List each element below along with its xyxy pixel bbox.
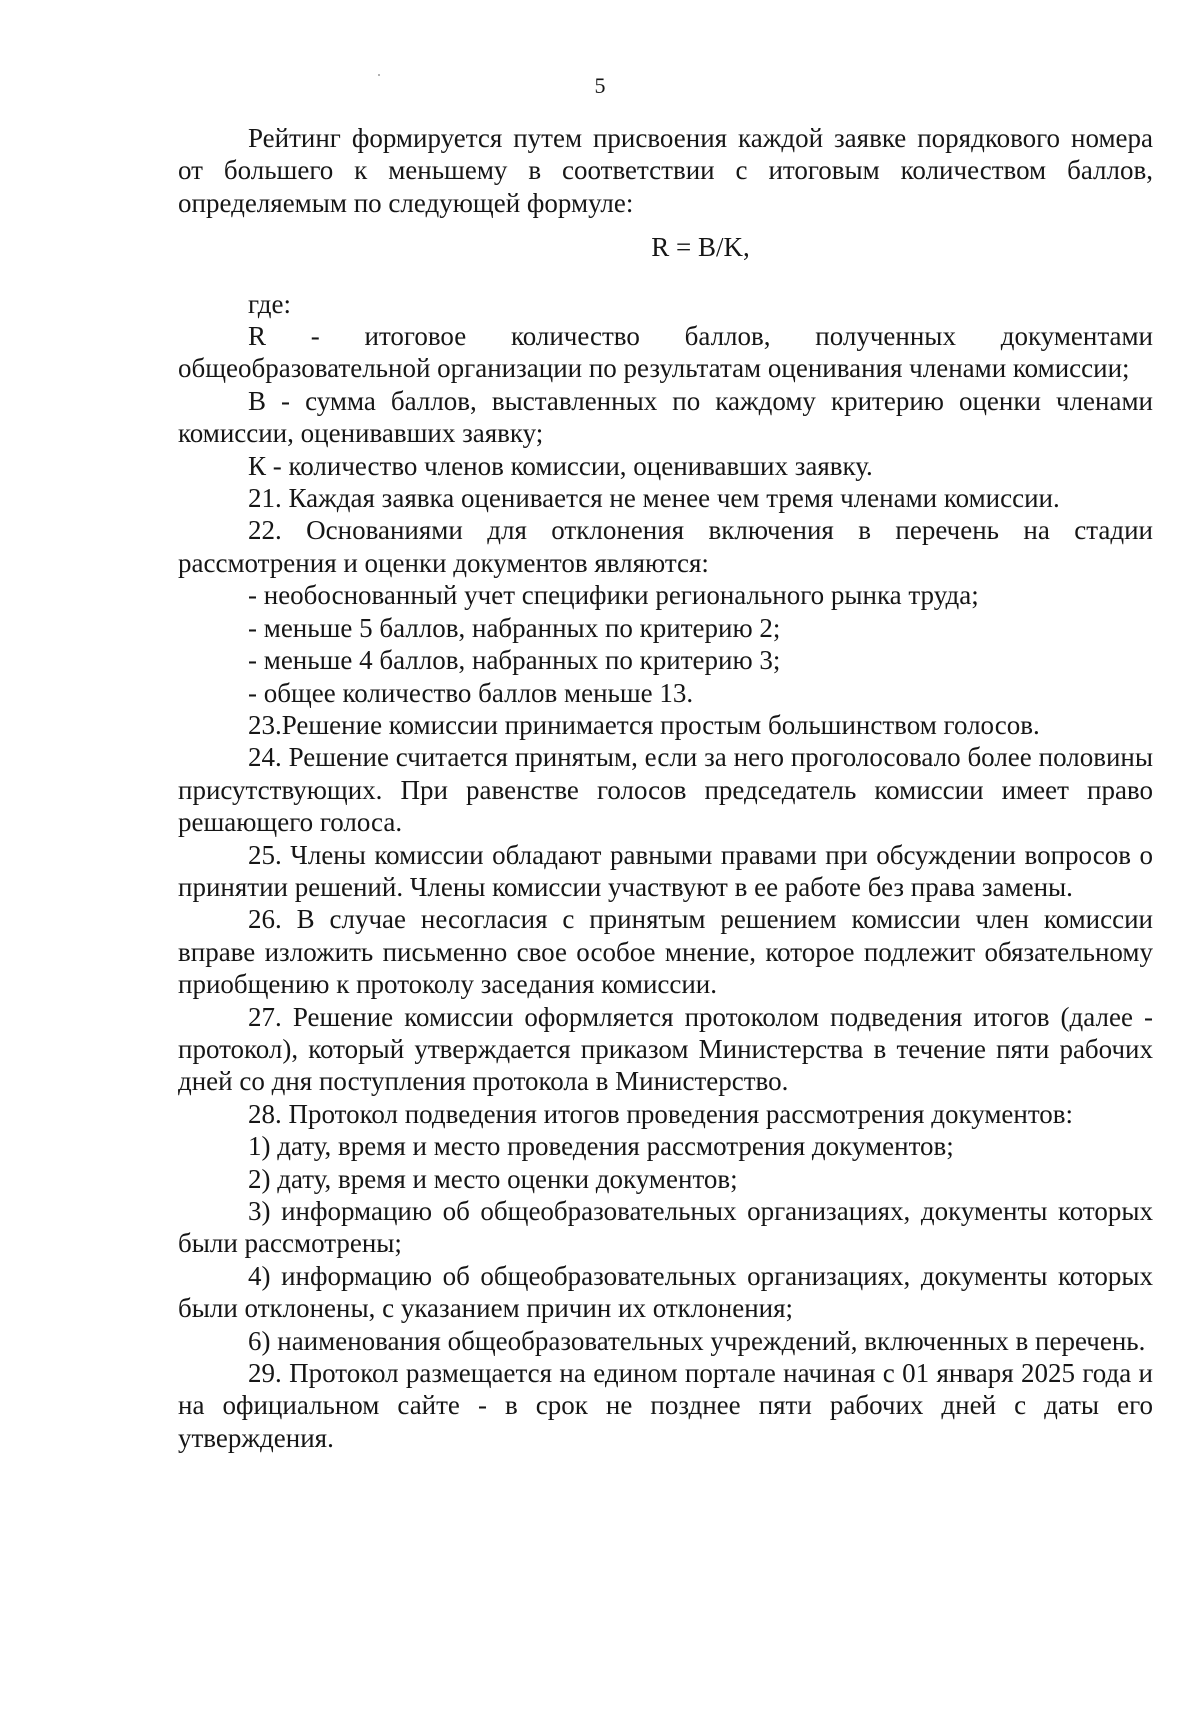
paragraph-rating-intro: Рейтинг формируется путем присвоения каждой заявке порядкового номера от большего к меньшему в соответствии с итоговым количеством баллов, определяемым по следующей формуле: — [178, 123, 1153, 218]
paragraph-k-definition: К - количество членов комиссии, оценивавших заявку. — [248, 450, 873, 481]
page-number: 5 — [594, 73, 606, 98]
paragraph-29: 29. Протокол размещается на едином портале начиная с 01 января 2025 года и на официальном сайте - в срок не позднее пяти рабочих дней с даты его утверждения. — [178, 1358, 1153, 1453]
list-item-evaluation-date: 2) дату, время и место оценки документов; — [248, 1163, 738, 1194]
list-item-included-institutions: 6) наименования общеобразовательных учреждений, включенных в перечень. — [248, 1325, 1146, 1356]
paragraph-where: где: — [248, 288, 291, 319]
list-item-reviewed-organizations: 3) информацию об общеобразовательных организациях, документы которых были рассмотрены; — [178, 1196, 1153, 1259]
paragraph-25: 25. Члены комиссии обладают равными правами при обсуждении вопросов о принятии решений. Члены комиссии участвуют в ее работе без права замены. — [178, 839, 1153, 902]
paragraph-26: 26. В случае несогласия с принятым решением комиссии член комиссии вправе изложить письменно свое особое мнение, которое подлежит обязательному приобщению к протоколу заседания комиссии. — [178, 904, 1153, 1000]
paragraph-21: 21. Каждая заявка оценивается не менее чем тремя членами комиссии. — [248, 483, 1060, 514]
paragraph-27: 27. Решение комиссии оформляется протоколом подведения итогов (далее - протокол), который утверждается приказом Министерства в течение пяти рабочих дней со дня поступления протокола в Министерство. — [178, 1001, 1153, 1097]
paragraph-23: 23.Решение комиссии принимается простым большинством голосов. — [248, 709, 1040, 740]
paragraph-b-definition: B - сумма баллов, выставленных по каждому критерию оценки членами комиссии, оценивавших заявку; — [178, 385, 1153, 449]
paragraph-24: 24. Решение считается принятым, если за него проголосовало более половины присутствующих. При равенстве голосов председатель комиссии имеет право решающего голоса. — [178, 742, 1153, 838]
list-item-total-score: - общее количество баллов меньше 13. — [248, 677, 694, 708]
list-item-review-date: 1) дату, время и место проведения рассмотрения документов; — [248, 1131, 954, 1162]
paragraph-28: 28. Протокол подведения итогов проведения рассмотрения документов: — [248, 1098, 1074, 1129]
list-item-labor-market: - необоснованный учет специфики регионального рынка труда; — [248, 580, 979, 611]
document-body — [178, 122, 1153, 1454]
list-item-criterion-2: - меньше 5 баллов, набранных по критерию 2; — [248, 612, 781, 643]
paragraph-r-definition: R - итоговое количество баллов, полученных документами общеобразовательной организации по результатам оценивания членами комиссии; — [178, 321, 1153, 384]
formula: R = B/K, — [651, 232, 750, 263]
paragraph-22: 22. Основаниями для отклонения включения в перечень на стадии рассмотрения и оценки документов являются: — [178, 515, 1153, 578]
list-item-criterion-3: - меньше 4 баллов, набранных по критерию 3; — [248, 645, 781, 676]
list-item-rejected-organizations: 4) информацию об общеобразовательных организациях, документы которых были отклонены, с указанием причин их отклонения; — [178, 1260, 1153, 1324]
